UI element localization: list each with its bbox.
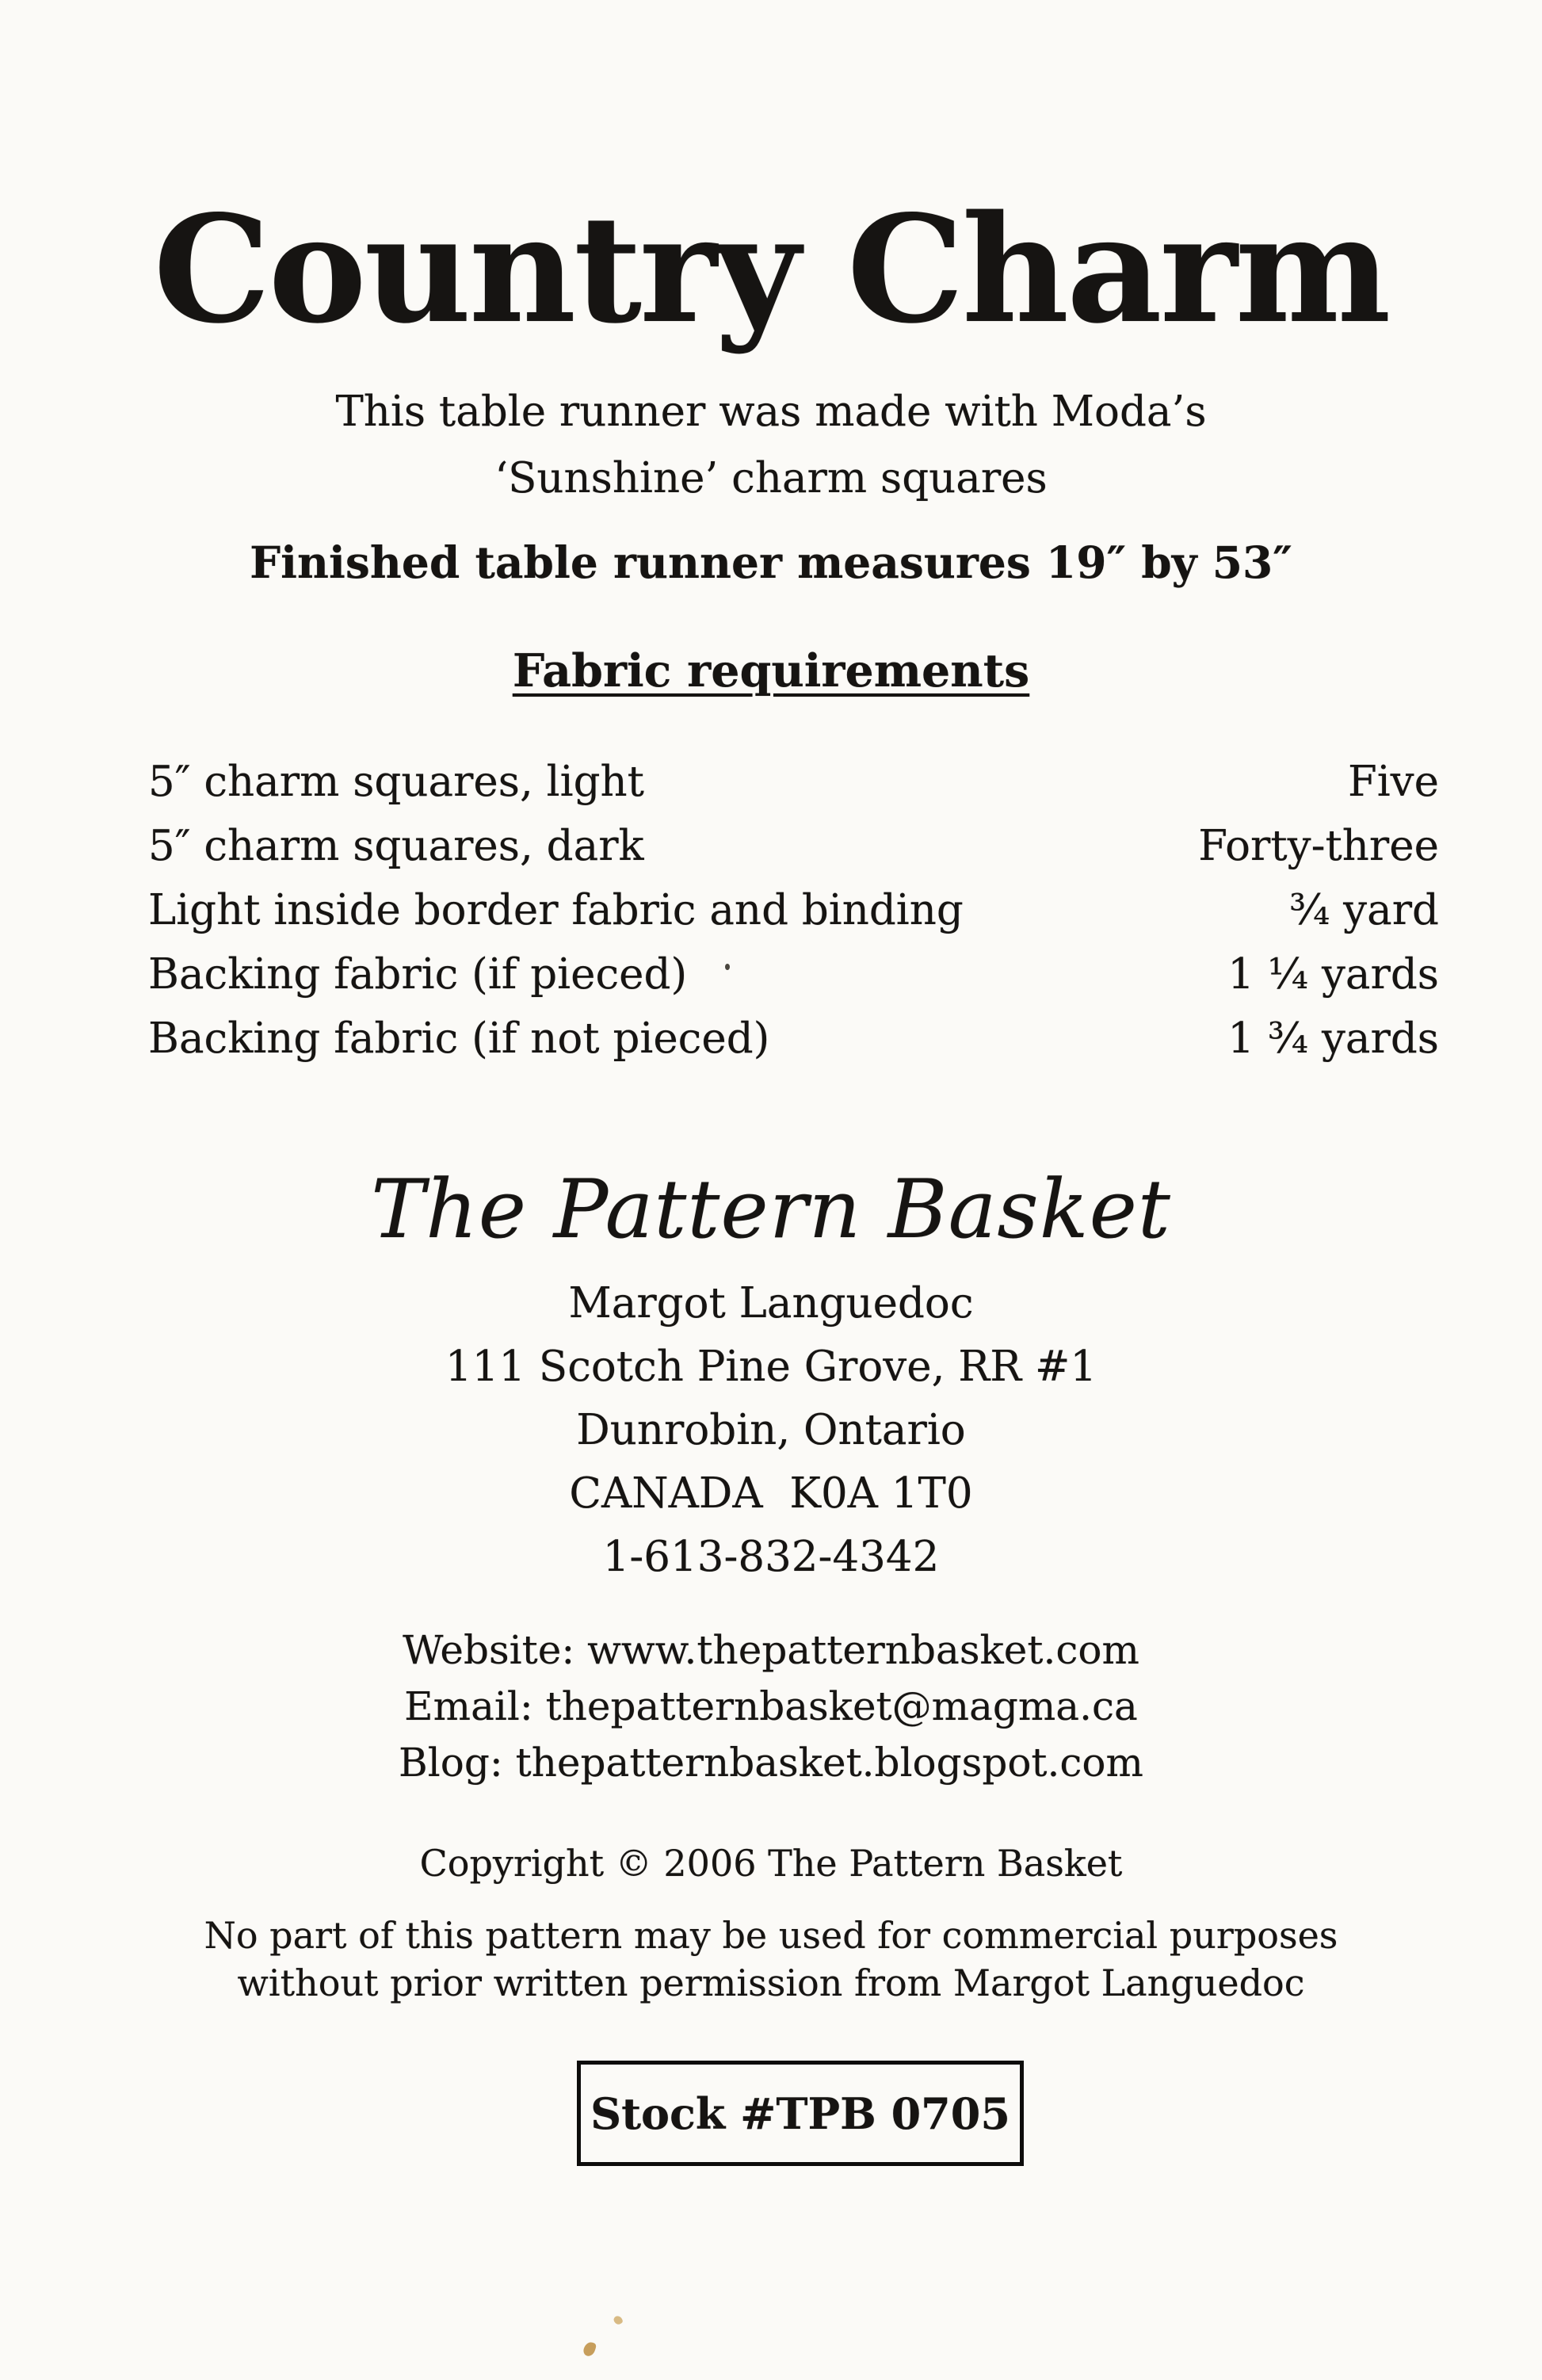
publisher-contact-name: Margot Languedoc xyxy=(568,1279,974,1328)
fabric-item-amount: Forty-three xyxy=(1198,822,1439,870)
fabric-requirements-list xyxy=(148,750,1439,1071)
publisher-name: The Pattern Basket xyxy=(371,1163,1171,1257)
publisher-email: Email: thepatternbasket@magma.ca xyxy=(404,1683,1138,1729)
stock-number-box xyxy=(577,2061,1024,2166)
stock-number: Stock #TPB 0705 xyxy=(590,2088,1010,2139)
subtitle-line-1: This table runner was made with Moda’s xyxy=(335,388,1207,436)
publisher-online-contact-block xyxy=(0,1622,1542,1791)
publisher-address-block xyxy=(0,1272,1542,1589)
fabric-item-amount: ¾ yard xyxy=(1288,886,1439,934)
fabric-requirement-row xyxy=(148,1007,1439,1071)
publisher-address-line-1: 111 Scotch Pine Grove, RR #1 xyxy=(445,1343,1097,1391)
legal-notice xyxy=(0,1912,1542,2007)
publisher-address-line-3: CANADA K0A 1T0 xyxy=(569,1469,973,1518)
publisher-address-line-2: Dunrobin, Ontario xyxy=(576,1406,966,1454)
scan-artifact-dot xyxy=(725,964,730,970)
publisher-blog: Blog: thepatternbasket.blogspot.com xyxy=(399,1740,1143,1786)
fabric-requirement-row xyxy=(148,878,1439,942)
fabric-item-label: 5″ charm squares, light xyxy=(148,758,644,806)
fabric-requirement-row xyxy=(148,814,1439,878)
stain-mark xyxy=(613,2314,624,2326)
subtitle-line-2: ‘Sunshine’ charm squares xyxy=(494,454,1048,502)
fabric-requirement-row xyxy=(148,942,1439,1007)
fabric-item-amount: 1 ¾ yards xyxy=(1227,1014,1439,1063)
legal-notice-line-1: No part of this pattern may be used for commercial purposes xyxy=(204,1914,1338,1957)
publisher-phone: 1-613-832-4342 xyxy=(602,1533,940,1581)
fabric-requirement-row xyxy=(148,750,1439,814)
fabric-item-label: Light inside border fabric and binding xyxy=(148,886,964,934)
legal-notice-line-2: without prior written permission from Margot Languedoc xyxy=(237,1962,1305,2004)
fabric-item-amount: Five xyxy=(1347,758,1439,806)
fabric-item-amount: 1 ¼ yards xyxy=(1227,950,1439,999)
finished-size-line: Finished table runner measures 19″ by 53″ xyxy=(250,537,1292,588)
fabric-item-label: Backing fabric (if pieced) xyxy=(148,950,688,999)
stain-mark xyxy=(582,2340,597,2357)
fabric-requirements-heading: Fabric requirements xyxy=(512,644,1030,697)
copyright-line: Copyright © 2006 The Pattern Basket xyxy=(419,1842,1123,1885)
fabric-item-label: Backing fabric (if not pieced) xyxy=(148,1014,770,1063)
page-title: Country Charm xyxy=(153,182,1389,356)
publisher-website: Website: www.thepatternbasket.com xyxy=(403,1627,1139,1673)
fabric-item-label: 5″ charm squares, dark xyxy=(148,822,644,870)
